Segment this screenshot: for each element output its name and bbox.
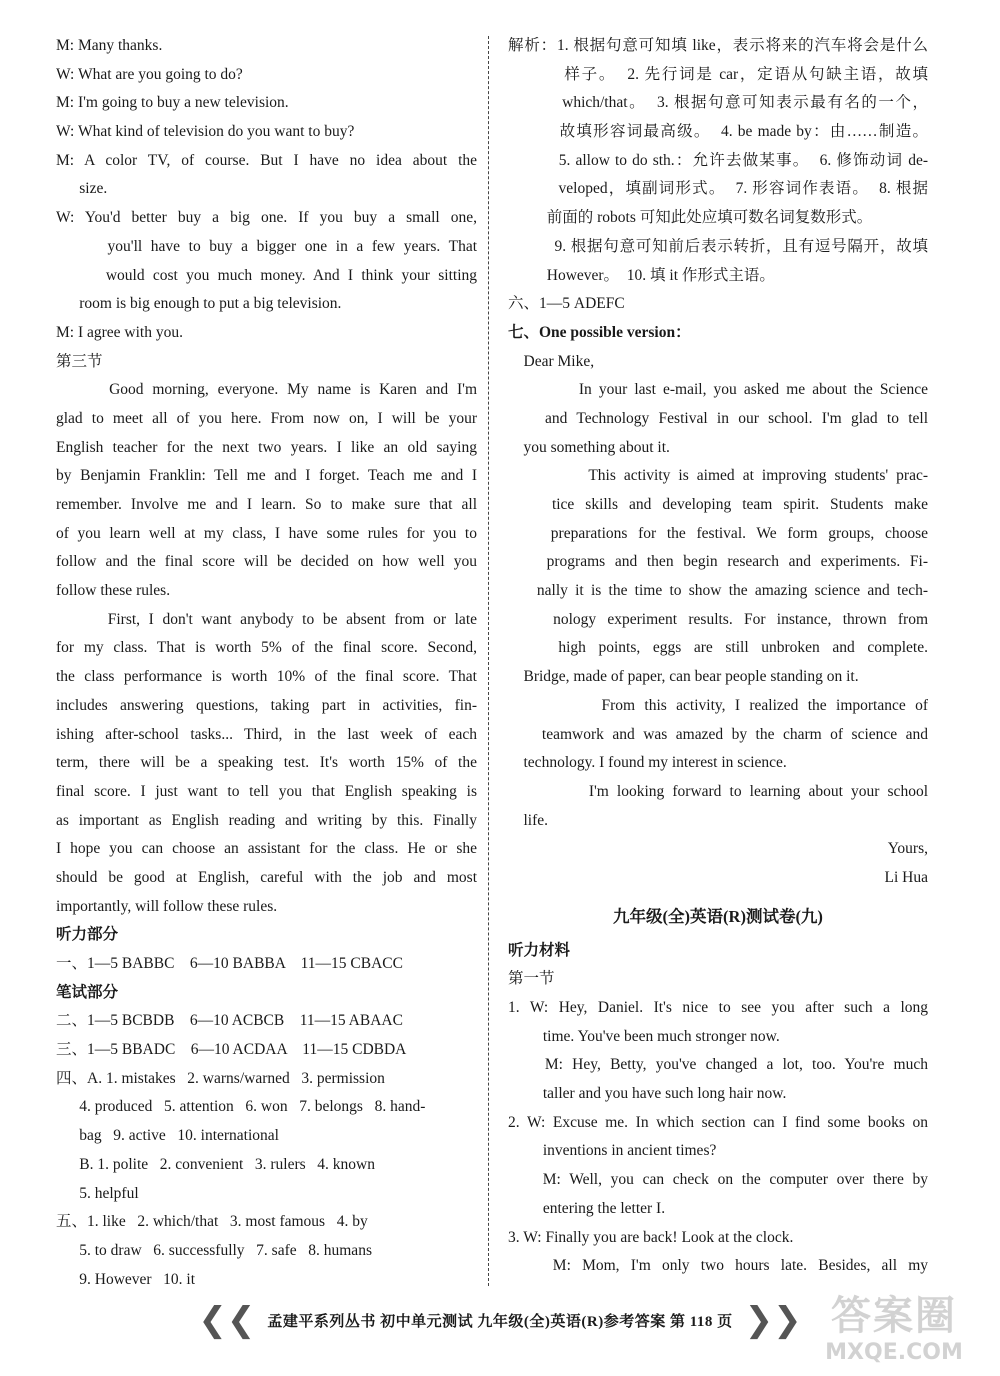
test-title: 九年级(全)英语(R)测试卷(九) xyxy=(613,906,823,926)
text-line: 五、1. like 2. which/that 3. most famous 4. by xyxy=(56,1213,368,1231)
text-line: M: Mom, I'm only two hours late. Besides, all my xyxy=(508,1257,928,1275)
left-arrow-icon: ❮❮ xyxy=(198,1300,256,1340)
text-line: 4. produced 5. attention 6. won 7. belongs 8. hand- xyxy=(56,1098,426,1116)
text-line: term, there will be a speaking test. It's worth 15% of the xyxy=(56,754,477,772)
text-line: 9. However 10. it xyxy=(56,1270,196,1288)
text-line: the class performance is worth 10% of the final score. That xyxy=(56,668,477,686)
text-line: 笔试部分 xyxy=(56,983,119,1001)
text-line: First, I don't want anybody to be absent from or late xyxy=(56,610,477,628)
text-line: This activity is aimed at improving students' prac- xyxy=(508,467,928,485)
text-line: 第一节 xyxy=(508,970,555,988)
text-line: 5. allow to do sth.：允许去做某事。 6. 修饰动词 de- xyxy=(508,151,928,169)
text-line: M: I agree with you. xyxy=(56,323,183,341)
text-line: as important as English reading and writing by this. Finally xyxy=(56,811,477,829)
text-line: M: Well, you can check on the computer over there by xyxy=(508,1171,928,1189)
text-line: English teacher for the next two years. I like an old saying xyxy=(56,438,477,456)
text-line: I hope you can choose an assistant for the class. He or she xyxy=(56,840,477,858)
text-line: final score. I just want to tell you that English speaking is xyxy=(56,782,477,800)
column-divider xyxy=(488,36,489,1286)
text-line: 听力部分 xyxy=(56,926,119,944)
text-line: you something about it. xyxy=(508,438,670,456)
text-line: follow and the final score will be decided on how well you xyxy=(56,553,477,571)
text-line: Good morning, everyone. My name is Karen and I'm xyxy=(56,381,477,399)
text-line: B. 1. polite 2. convenient 3. rulers 4. known xyxy=(56,1155,375,1173)
text-line: should be good at English, careful with the job and most xyxy=(56,868,477,886)
watermark-logo-text: 答案圈 xyxy=(831,1293,957,1339)
text-line: Dear Mike, xyxy=(508,352,595,370)
text-line: 前面的 robots 可知此处应填可数名词复数形式。 xyxy=(508,209,873,227)
text-line: 5. helpful xyxy=(56,1184,139,1202)
text-line: W: What are you going to do? xyxy=(56,65,243,83)
text-line: remember. Involve me and I learn. So to make sure that all xyxy=(56,496,477,513)
text-line: 七、One possible version： xyxy=(508,323,691,341)
text-line: Yours, xyxy=(887,840,928,858)
text-line: M: A color TV, of course. But I have no idea about the xyxy=(56,151,477,169)
text-line: importantly, will follow these rules. xyxy=(56,897,278,915)
left-column xyxy=(56,32,477,1294)
text-line: 故填形容词最高级。 4. be made by：由……制造。 xyxy=(508,123,928,141)
text-line: W: You'd better buy a big one. If you buy a small one, xyxy=(56,209,477,227)
text-line: veloped，填副词形式。 7. 形容词作表语。 8. 根据 xyxy=(508,180,928,198)
text-line: 听力材料 xyxy=(508,941,571,959)
footer-text: 孟建平系列丛书 初中单元测试 九年级(全)英语(R)参考答案 第 118 页 xyxy=(267,1313,733,1330)
text-line: 9. 根据句意可知前后表示转折，且有逗号隔开，故填 xyxy=(508,237,928,255)
text-line: 四、A. 1. mistakes 2. warns/warned 3. permission xyxy=(56,1069,385,1087)
text-line: entering the letter I. xyxy=(508,1199,666,1217)
page-footer xyxy=(190,1300,810,1340)
text-line: 一、1—5 BABBC 6—10 BABBA 11—15 CBACC xyxy=(56,955,403,972)
right-arrow-icon: ❯❯ xyxy=(744,1300,802,1340)
text-line: by Benjamin Franklin: Tell me and I forget. Teach me and I xyxy=(56,467,477,485)
text-line: taller and you have such long hair now. xyxy=(508,1085,787,1103)
text-line: technology. I found my interest in science. xyxy=(508,754,787,772)
text-line: M: Hey, Betty, you've changed a lot, too. You're much xyxy=(508,1056,928,1074)
text-line: bag 9. active 10. international xyxy=(56,1127,279,1145)
text-line: time. You've been much stronger now. xyxy=(508,1027,780,1045)
text-line: high points, eggs are still unbroken and complete. xyxy=(508,639,928,657)
text-line: nology experiment results. For instance, thrown from xyxy=(508,610,928,628)
text-line: life. xyxy=(508,811,549,829)
text-line: which/that。 3. 根据句意可知表示最有名的一个， xyxy=(508,94,928,112)
text-line: of you learn well at my class, I have some rules for you to xyxy=(56,524,477,542)
text-line: W: What kind of television do you want to buy? xyxy=(56,123,355,141)
text-line: you'll have to buy a bigger one in a few years. That xyxy=(56,237,477,255)
text-line: M: I'm going to buy a new television. xyxy=(56,94,289,112)
right-column xyxy=(508,32,928,1281)
text-line: I'm looking forward to learning about your school xyxy=(508,782,928,800)
text-line: ishing after-school tasks... Third, in the last week of each xyxy=(56,725,477,743)
text-line: includes answering questions, taking part in activities, fin- xyxy=(56,696,477,714)
text-line: preparations for the festival. We form groups, choose xyxy=(508,524,928,542)
watermark-url: MXQE.COM xyxy=(825,1340,963,1365)
text-line: glad to meet all of you here. From now on, I will be your xyxy=(56,409,477,427)
text-line: From this activity, I realized the importance of xyxy=(508,696,928,714)
text-line: Bridge, made of paper, can bear people standing on it. xyxy=(508,668,859,686)
text-line: Li Hua xyxy=(884,868,928,886)
text-line: size. xyxy=(56,180,108,198)
text-line: M: Many thanks. xyxy=(56,37,163,54)
listening-material-section xyxy=(508,937,928,1281)
watermark-logo xyxy=(794,1292,994,1372)
text-line: room is big enough to put a big television. xyxy=(56,295,342,313)
text-line: inventions in ancient times? xyxy=(508,1142,717,1160)
text-line: nally it is the time to show the amazing science and tech- xyxy=(508,582,928,600)
text-line: 1. W: Hey, Daniel. It's nice to see you after such a long xyxy=(508,999,928,1016)
text-line: 3. W: Finally you are back! Look at the clock. xyxy=(508,1228,794,1246)
text-line: 第三节 xyxy=(56,352,103,370)
text-line: 六、1—5 ADEFC xyxy=(508,295,625,313)
text-line: follow these rules. xyxy=(56,582,171,600)
text-line: would cost you much money. And I think your sitting xyxy=(56,266,477,284)
text-line: 解析：1. 根据句意可知填 like，表示将来的汽车将会是什么 xyxy=(508,37,928,54)
text-line: 样子。 2. 先行词是 car，定语从句缺主语，故填 xyxy=(508,65,928,83)
text-line: 三、1—5 BBADC 6—10 ACDAA 11—15 CDBDA xyxy=(56,1041,407,1059)
text-line: and Technology Festival in our school. I'm glad to tell xyxy=(508,409,928,427)
text-line: for my class. That is worth 5% of the final score. Second, xyxy=(56,639,477,657)
text-line: tice skills and developing team spirit. Students make xyxy=(508,496,928,513)
answer-key-section xyxy=(508,32,928,893)
text-line: 二、1—5 BCBDB 6—10 ACBCB 11—15 ABAAC xyxy=(56,1012,403,1030)
text-line: 2. W: Excuse me. In which section can I find some books on xyxy=(508,1113,928,1131)
text-line: However。 10. 填 it 作形式主语。 xyxy=(508,266,775,284)
text-line: programs and then begin research and experiments. Fi- xyxy=(508,553,928,571)
text-line: teamwork and was amazed by the charm of science and xyxy=(508,725,928,743)
text-line: In your last e-mail, you asked me about the Science xyxy=(508,381,928,399)
text-line: 5. to draw 6. successfully 7. safe 8. humans xyxy=(56,1241,372,1259)
